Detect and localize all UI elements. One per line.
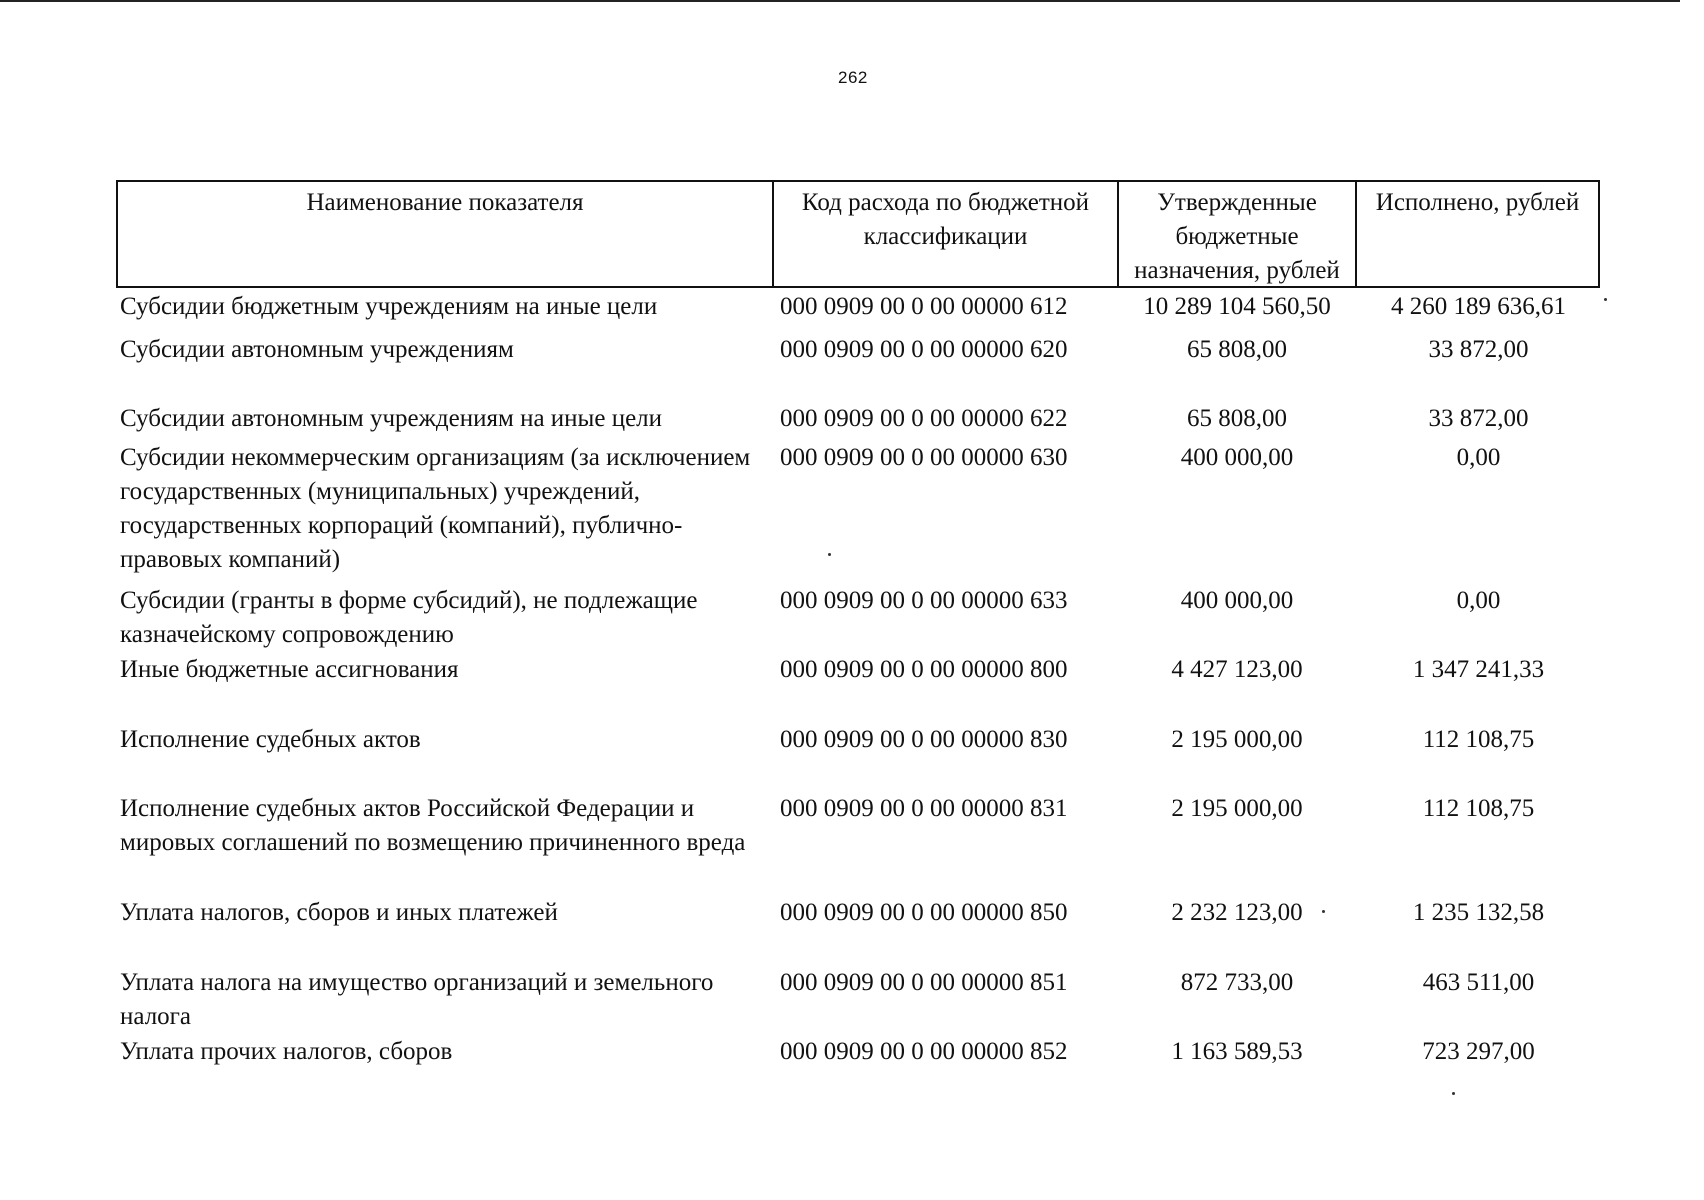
row-executed: 112 108,75 bbox=[1422, 795, 1535, 822]
row-executed: 463 511,00 bbox=[1422, 969, 1535, 996]
row-name: Субсидии (гранты в форме субсидий), не подлежащие казначейскому сопровождению bbox=[120, 587, 698, 648]
row-approved: 10 289 104 560,50 bbox=[1143, 293, 1331, 320]
row-code: 000 0909 00 0 00 00000 850 bbox=[780, 899, 1068, 926]
row-name: Уплата прочих налогов, сборов bbox=[120, 1038, 453, 1065]
row-approved: 65 808,00 bbox=[1187, 405, 1287, 432]
header-code: Код расхода по бюджетной классификации bbox=[774, 182, 1119, 286]
row-approved: 400 000,00 bbox=[1180, 587, 1294, 614]
scan-speck bbox=[1322, 910, 1325, 913]
row-name: Субсидии автономным учреждениям на иные цели bbox=[120, 405, 663, 432]
row-executed: 0,00 bbox=[1456, 587, 1501, 614]
header-executed: Исполнено, рублей bbox=[1375, 189, 1580, 216]
scan-speck bbox=[828, 553, 831, 556]
table-row bbox=[116, 723, 1600, 757]
row-name: Субсидии бюджетным учреждениям на иные цели bbox=[120, 293, 658, 320]
row-executed: 1 347 241,33 bbox=[1412, 656, 1545, 683]
table-row bbox=[116, 584, 1600, 652]
scan-speck bbox=[1604, 298, 1607, 301]
row-executed: 723 297,00 bbox=[1422, 1038, 1535, 1065]
table-row bbox=[116, 290, 1600, 324]
row-approved: 872 733,00 bbox=[1180, 969, 1294, 996]
row-code: 000 0909 00 0 00 00000 852 bbox=[780, 1038, 1068, 1065]
row-code: 000 0909 00 0 00 00000 800 bbox=[780, 656, 1068, 683]
header-name: Наименование показателя bbox=[118, 182, 774, 286]
row-name: Исполнение судебных актов bbox=[120, 726, 421, 753]
row-approved: 2 232 123,00 bbox=[1171, 899, 1303, 926]
row-code: 000 0909 00 0 00 00000 612 bbox=[780, 293, 1068, 320]
row-approved: 2 195 000,00 bbox=[1171, 726, 1303, 753]
row-executed: 4 260 189 636,61 bbox=[1391, 293, 1566, 320]
row-approved: 4 427 123,00 bbox=[1171, 656, 1303, 683]
top-border-line bbox=[0, 0, 1680, 2]
row-approved: 1 163 589,53 bbox=[1171, 1038, 1303, 1065]
row-approved: 2 195 000,00 bbox=[1171, 795, 1303, 822]
table-row bbox=[116, 896, 1600, 930]
row-code: 000 0909 00 0 00 00000 620 bbox=[780, 336, 1068, 363]
row-approved: 400 000,00 bbox=[1180, 444, 1294, 471]
page-number: 262 bbox=[838, 68, 868, 87]
row-name: Исполнение судебных актов Российской Федерации и мировых соглашений по возмещению причиненного вреда bbox=[120, 795, 746, 856]
row-code: 000 0909 00 0 00 00000 633 bbox=[780, 587, 1068, 614]
table-row bbox=[116, 333, 1600, 367]
row-code: 000 0909 00 0 00 00000 851 bbox=[780, 969, 1068, 996]
row-code: 000 0909 00 0 00 00000 830 bbox=[780, 726, 1068, 753]
table-row bbox=[116, 441, 1600, 577]
row-executed: 1 235 132,58 bbox=[1412, 899, 1545, 926]
scan-speck bbox=[1452, 1092, 1455, 1095]
row-executed: 112 108,75 bbox=[1422, 726, 1535, 753]
row-code: 000 0909 00 0 00 00000 630 bbox=[780, 444, 1068, 471]
row-code: 000 0909 00 0 00 00000 831 bbox=[780, 795, 1068, 822]
table-header bbox=[116, 180, 1600, 288]
row-name: Субсидии автономным учреждениям bbox=[120, 336, 514, 363]
row-name: Субсидии некоммерческим организациям (за исключением государственных (муниципальных) учреждений, государственных корпораций (компаний), публично-правовых компаний) bbox=[120, 444, 751, 573]
table-row bbox=[116, 653, 1600, 687]
row-approved: 65 808,00 bbox=[1187, 336, 1287, 363]
row-name: Уплата налогов, сборов и иных платежей bbox=[120, 899, 558, 926]
table-row bbox=[116, 792, 1600, 860]
row-name: Иные бюджетные ассигнования bbox=[120, 656, 459, 683]
row-executed: 33 872,00 bbox=[1428, 405, 1529, 432]
table-row bbox=[116, 1035, 1600, 1069]
table-row bbox=[116, 402, 1600, 436]
table-row bbox=[116, 966, 1600, 1034]
header-approved: Утвержденные бюджетные назначения, рублей bbox=[1119, 182, 1357, 286]
row-executed: 0,00 bbox=[1456, 444, 1501, 471]
row-name: Уплата налога на имущество организаций и земельного налога bbox=[120, 969, 714, 1030]
row-executed: 33 872,00 bbox=[1428, 336, 1529, 363]
row-code: 000 0909 00 0 00 00000 622 bbox=[780, 405, 1068, 432]
